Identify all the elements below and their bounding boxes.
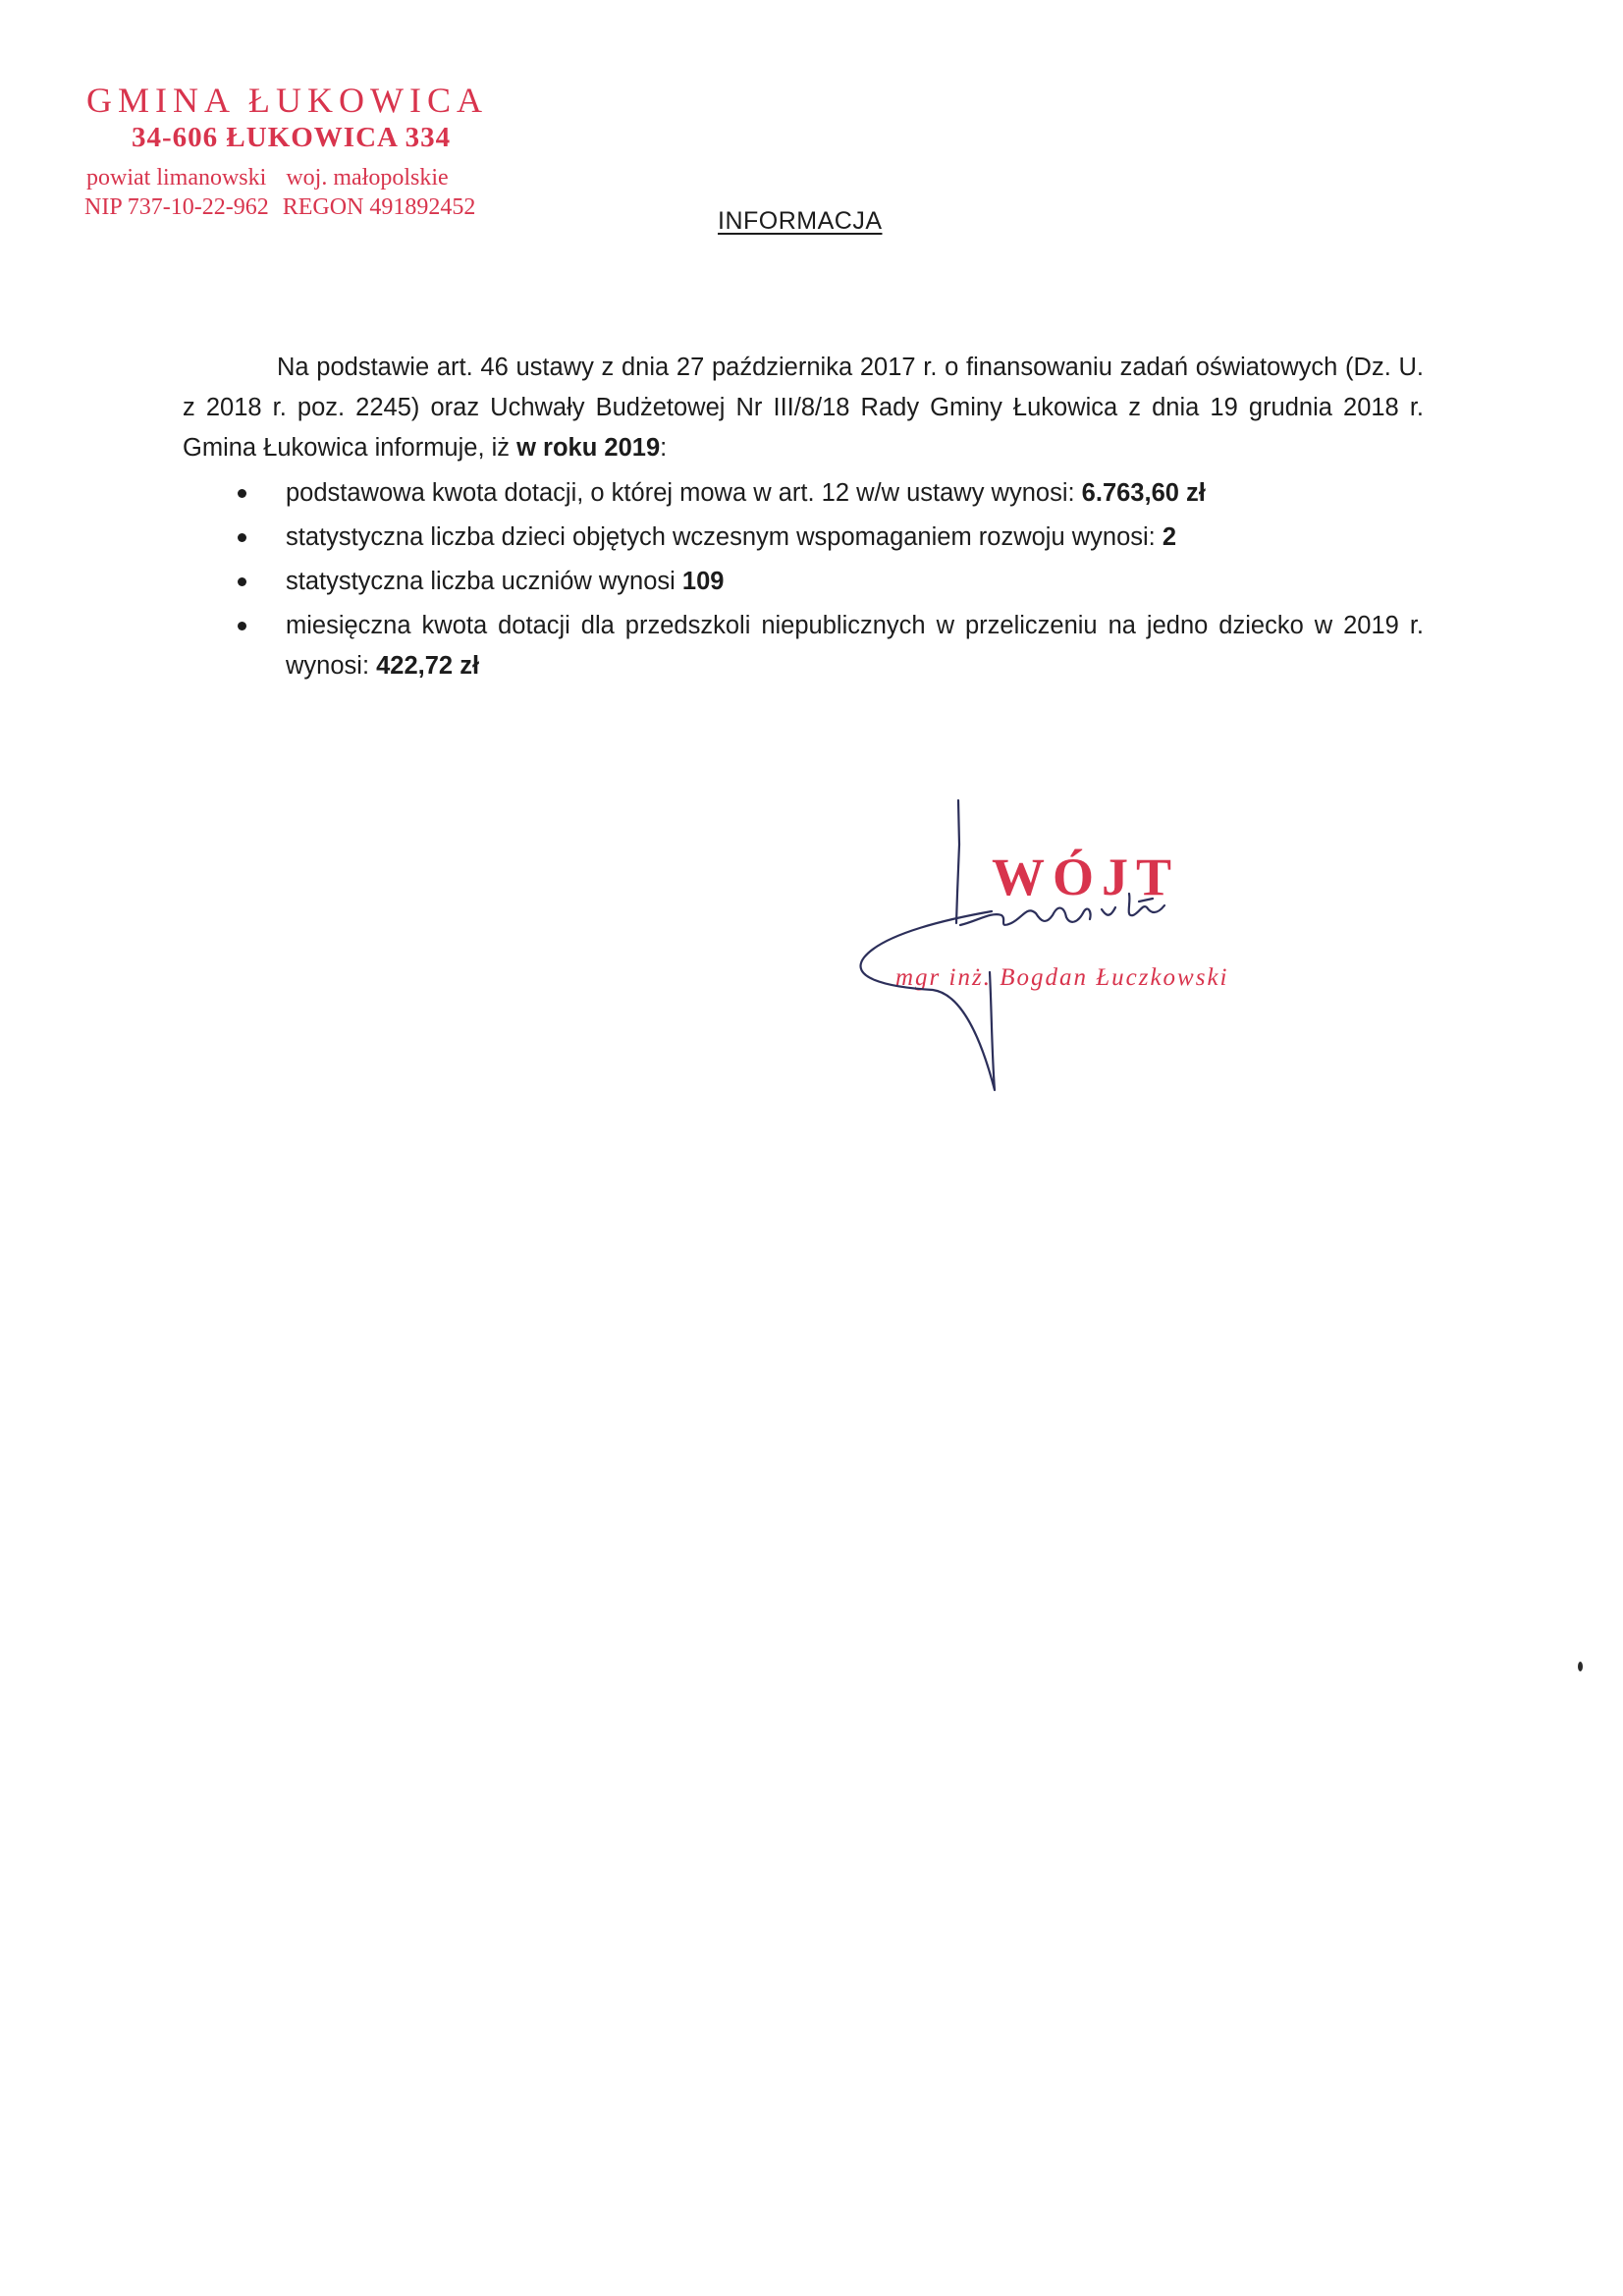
- stamp-nip: NIP 737-10-22-962: [84, 194, 269, 220]
- fact-text: miesięczna kwota dotacji dla przedszkoli niepublicznych w przeliczeniu na jedno dziecko w 2019 r. wynosi:: [286, 612, 1424, 680]
- bullet-icon: [238, 577, 246, 586]
- list-item: [183, 518, 1424, 558]
- intro-text: Na podstawie art. 46 ustawy z dnia 27 października 2017 r. o finansowaniu zadań oświatowych (Dz. U. z 2018 r. poz. 2245) oraz Uchwały Budżetowej Nr III/8/18 Rady Gminy Łukowica z dnia 19 grudnia 2018 r. Gmina Łukowica informuje, iż: [183, 353, 1424, 462]
- handwritten-signature: [844, 786, 1296, 1110]
- stamp-identifiers: [84, 192, 514, 222]
- stamp-province: woj. małopolskie: [286, 165, 449, 191]
- stamp-address: 34-606 ŁUKOWICA 334: [132, 122, 452, 153]
- scan-speck: [1578, 1662, 1583, 1671]
- stamp-municipality-name: GMINA ŁUKOWICA: [86, 81, 488, 120]
- fact-value: 422,72 zł: [376, 652, 480, 680]
- municipality-stamp: [82, 81, 514, 222]
- bullet-icon: [238, 533, 246, 542]
- intro-year: w roku 2019: [516, 433, 661, 462]
- intro-paragraph: [183, 348, 1424, 468]
- fact-value: 2: [1162, 523, 1177, 551]
- signature-role: WÓJT: [992, 847, 1180, 906]
- bullet-icon: [238, 622, 246, 630]
- fact-text: statystyczna liczba uczniów wynosi: [286, 568, 682, 595]
- stamp-region: [86, 163, 514, 192]
- list-item: [183, 562, 1424, 602]
- facts-list: [183, 473, 1424, 690]
- fact-text: podstawowa kwota dotacji, o której mowa w art. 12 w/w ustawy wynosi:: [286, 479, 1082, 507]
- document-title: INFORMACJA: [718, 207, 883, 235]
- stamp-regon: REGON 491892452: [282, 194, 476, 220]
- stamp-county: powiat limanowski: [86, 165, 267, 191]
- fact-value: 6.763,60 zł: [1081, 479, 1206, 507]
- fact-text: statystyczna liczba dzieci objętych wczesnym wspomaganiem rozwoju wynosi:: [286, 523, 1163, 551]
- bullet-icon: [238, 489, 246, 498]
- list-item: [183, 473, 1424, 514]
- list-item: [183, 606, 1424, 686]
- intro-tail: :: [660, 433, 668, 462]
- fact-value: 109: [681, 568, 725, 595]
- signature-name: mgr inż. Bogdan Łuczkowski: [895, 964, 1229, 991]
